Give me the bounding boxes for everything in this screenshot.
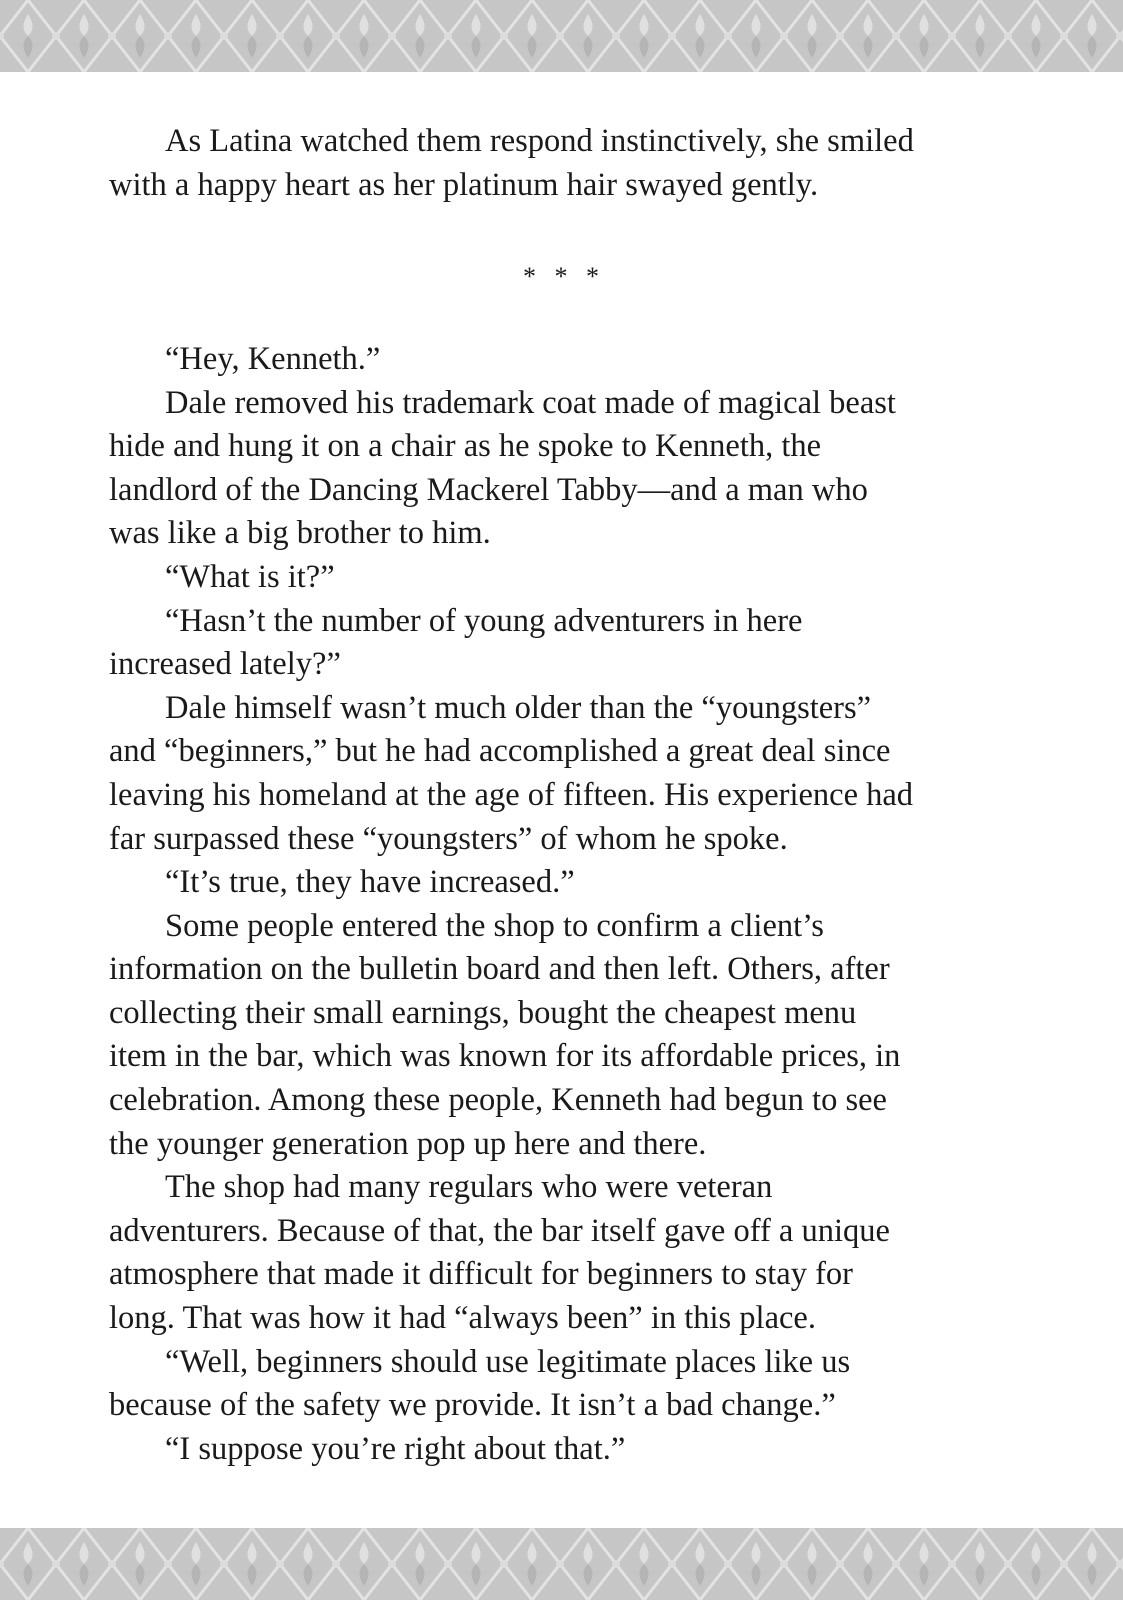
text-line: The shop had many regulars who were veteran [165,1169,773,1206]
text-line: far surpassed these “youngsters” of whom he spoke. [109,820,788,857]
text-line: leaving his homeland at the age of fifteen. His experience had [109,776,914,813]
spacer [109,207,969,251]
text-line: “Well, beginners should use legitimate places like us [165,1343,851,1380]
text-line: long. That was how it had “always been” in this place. [109,1300,816,1337]
text-line: Dale himself wasn’t much older than the “youngsters” [165,689,872,726]
text-line: and “beginners,” but he had accomplished a great deal since [109,733,891,770]
text-line: “Hasn’t the number of young adventurers in here [165,602,803,639]
text-line: As Latina watched them respond instinctively, she smiled [165,123,914,159]
spacer [109,294,969,338]
paragraph-group-1 [109,120,969,207]
text-line: celebration. Among these people, Kenneth had begun to see [109,1082,887,1119]
text-line: information on the bulletin board and then left. Others, after [109,951,890,988]
text-line: collecting their small earnings, bought the cheapest menu [109,994,857,1031]
scene-break: * * * [523,261,605,291]
text-line: “It’s true, they have increased.” [165,864,575,901]
text-line: Dale removed his trademark coat made of magical beast [165,384,896,421]
decorative-header-band [0,0,1123,72]
text-line: atmosphere that made it difficult for beginners to stay for [109,1256,853,1293]
text-line: Some people entered the shop to confirm a client’s [165,907,824,944]
text-line: was like a big brother to him. [109,515,491,552]
damask-pattern-icon [0,1528,1123,1600]
text-line: “Hey, Kenneth.” [165,340,381,377]
damask-pattern-icon [0,0,1123,72]
book-page-text [109,120,969,1471]
text-line: the younger generation pop up here and there. [109,1125,707,1162]
text-line: item in the bar, which was known for its affordable prices, in [109,1038,901,1075]
text-line: “I suppose you’re right about that.” [165,1430,626,1467]
paragraph-group-2 [109,338,969,1471]
text-line: with a happy heart as her platinum hair swayed gently. [109,166,819,203]
text-line: adventurers. Because of that, the bar itself gave off a unique [109,1212,890,1249]
text-line: hide and hung it on a chair as he spoke to Kenneth, the [109,428,822,465]
text-line: increased lately?” [109,646,341,683]
text-line: landlord of the Dancing Mackerel Tabby—and a man who [109,471,868,508]
decorative-footer-band [0,1528,1123,1600]
text-line: “What is it?” [165,558,335,595]
text-line: because of the safety we provide. It isn’t a bad change.” [109,1387,836,1424]
